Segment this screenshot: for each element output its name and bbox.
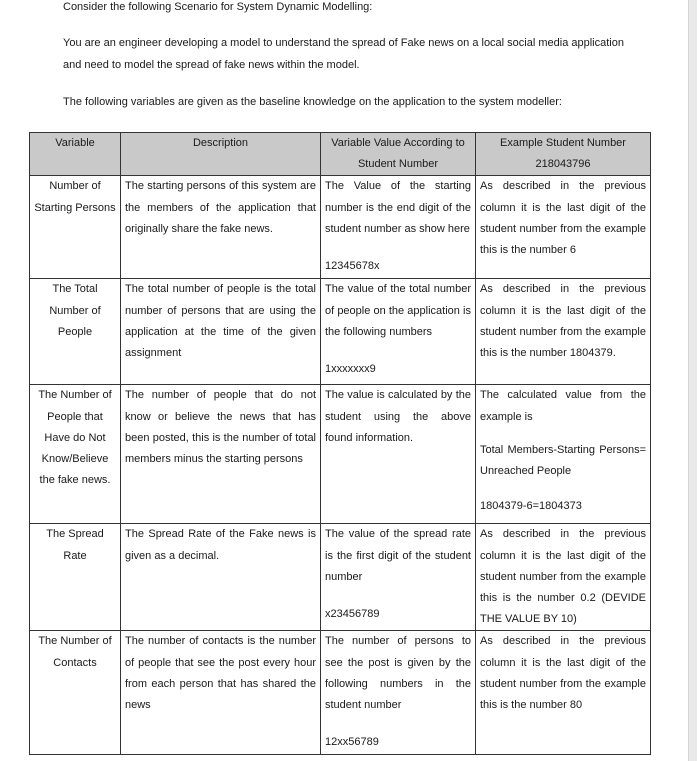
header-value: [321, 133, 476, 176]
cell-value: [321, 524, 476, 631]
cell-example: As described in the previous column it is the last digit of the student number from the example this is the number 0.2 (DEVIDE THE VALUE BY 10): [476, 524, 651, 631]
cell-value-code: 12345678x: [325, 260, 380, 273]
cell-value: [321, 176, 476, 279]
cell-value-code: 12xx56789: [325, 736, 379, 749]
page-edge: [688, 0, 697, 761]
cell-variable: The Total Number of People: [30, 279, 121, 385]
table-row: [30, 524, 651, 631]
cell-variable: The Spread Rate: [30, 524, 121, 631]
intro-scenario: You are an engineer developing a model to understand the spread of Fake news on a local social media application and need to model the spread of fake news within the model.: [63, 37, 624, 71]
table-row: [30, 279, 651, 385]
cell-example-result: 1804379-6=1804373: [480, 500, 582, 513]
header-description: Description: [121, 133, 321, 176]
cell-value-text: The value of the spread rate is the first digit of the student number: [325, 528, 471, 583]
intro-variables: The following variables are given as the baseline knowledge on the application to the system modeller:: [63, 96, 562, 108]
header-example-line2: 218043796: [535, 158, 591, 171]
cell-value: [321, 279, 476, 385]
header-example: [476, 133, 651, 176]
cell-example-formula: Total Members-Starting Persons= Unreached People: [480, 443, 646, 478]
cell-value-code: x23456789: [325, 608, 380, 621]
cell-value-text: The number of persons to see the post is given by the following numbers in the student number: [325, 635, 471, 712]
header-value-line2: Student Number: [357, 158, 439, 171]
cell-example: As described in the previous column it is the last digit of the student number from the example this is the number 1804379.: [476, 279, 651, 385]
cell-example: As described in the previous column it is the last digit of the student number from the example this is the number 6: [476, 176, 651, 279]
cell-description: The starting persons of this system are the members of the application that originally share the fake news.: [121, 176, 321, 279]
header-value-line1: Variable Value According to: [331, 137, 465, 149]
cell-example-text: The calculated value from the example is: [480, 389, 646, 423]
cell-value-text: The value of the total number of people on the application is the following numbers: [325, 283, 471, 338]
cell-value-text: The Value of the starting number is the end digit of the student number as show here: [325, 180, 471, 235]
cell-description: The number of people that do not know or believe the news that has been posted, this is the number of total members minus the starting persons: [121, 385, 321, 524]
header-variable: Variable: [30, 133, 121, 176]
cell-variable: The Number of People that Have do Not Know/Believe the fake news.: [30, 385, 121, 524]
table-header-row: [30, 133, 651, 176]
cell-example: [476, 385, 651, 524]
variables-table: [29, 132, 651, 755]
table-row: [30, 385, 651, 524]
cell-description: The number of contacts is the number of people that see the post every hour from each person that has shared the news: [121, 631, 321, 755]
cell-description: The Spread Rate of the Fake news is given as a decimal.: [121, 524, 321, 631]
cell-variable: Number of Starting Persons: [30, 176, 121, 279]
cell-description: The total number of people is the total number of persons that are using the application at the time of the given assignment: [121, 279, 321, 385]
cell-value: [321, 631, 476, 755]
cell-value: The value is calculated by the student using the above found information.: [321, 385, 476, 524]
cell-value-code: 1xxxxxxx9: [325, 363, 376, 376]
intro-line-1: Consider the following Scenario for System Dynamic Modelling:: [63, 1, 373, 13]
cell-variable: The Number of Contacts: [30, 631, 121, 755]
cell-example: As described in the previous column it is the last digit of the student number from the example this is the number 80: [476, 631, 651, 755]
table-row: [30, 176, 651, 279]
table-row: [30, 631, 651, 755]
header-example-line1: Example Student Number: [500, 137, 626, 149]
